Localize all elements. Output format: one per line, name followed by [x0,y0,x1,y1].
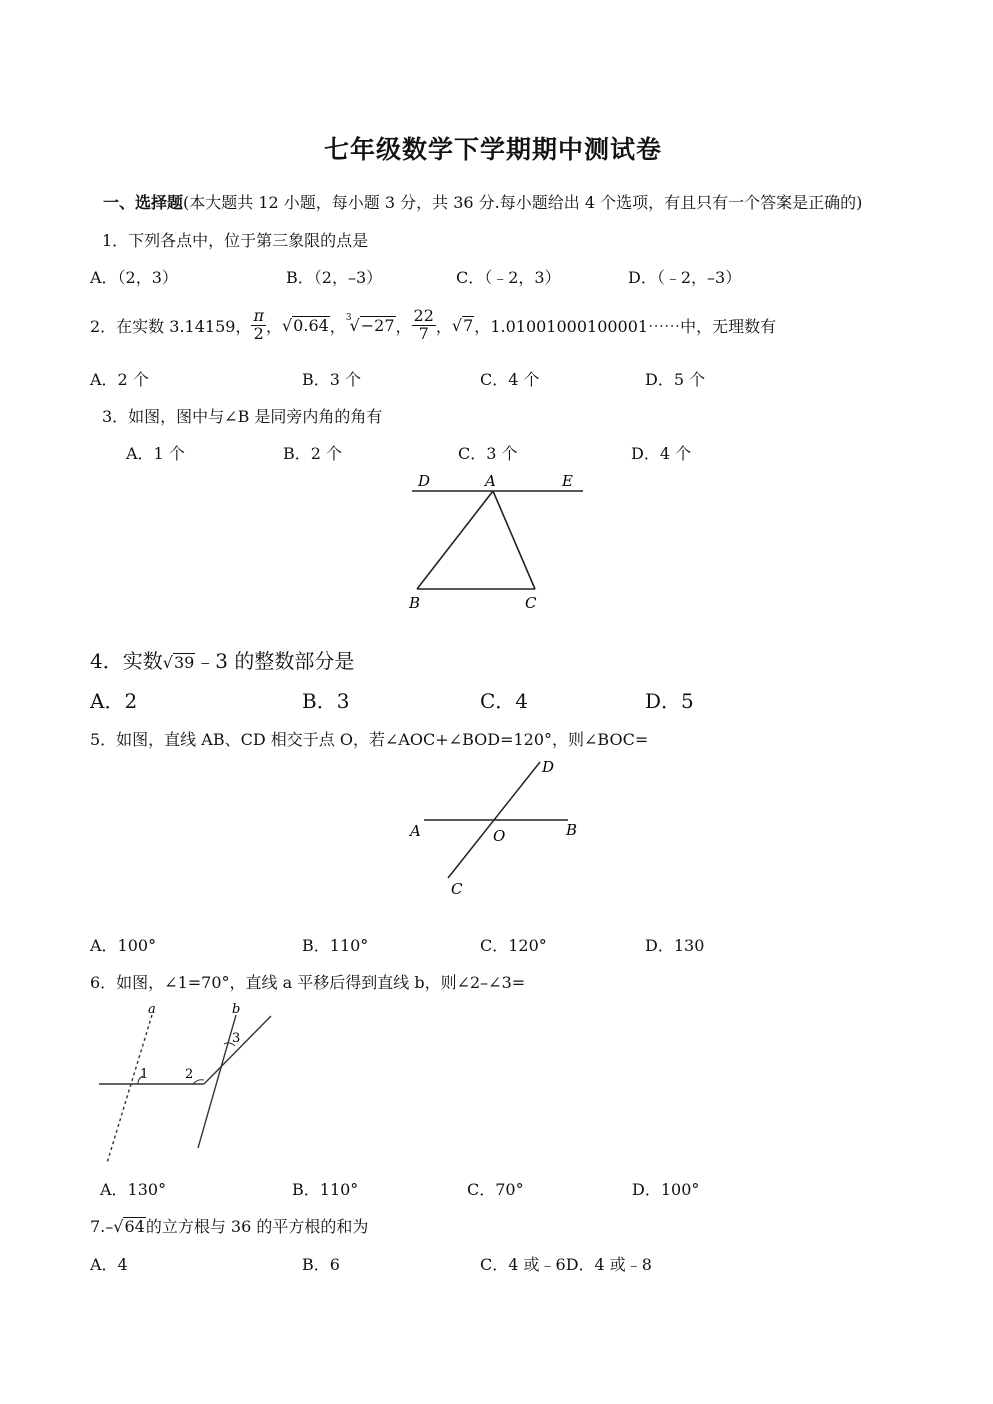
q3-label-b: B [409,594,421,612]
q3-option-c: C．3 个 [458,444,518,463]
q5-label-c: C [451,880,463,898]
q4-option-a: A．2 [90,689,138,713]
q2-option-d: D．5 个 [645,370,706,389]
q2-option-a: A．2 个 [90,370,149,389]
q1-stem: 1．下列各点中，位于第三象限的点是 [102,231,369,250]
page-title: 七年级数学下学期期中测试卷 [324,135,663,164]
q3-segment-ab [417,491,493,589]
q6-line-b [198,1015,236,1148]
q1-option-a: A．（2，3） [90,268,178,287]
q5-option-c: C．120° [480,936,547,955]
q2-fraction-22-7: $\frac{22}{7}$ [413,305,434,343]
q4-stem: 4．实数√39﹣3 的整数部分是 [90,649,355,673]
q7-option-b: B．6 [302,1255,340,1274]
q6-option-b: B．110° [292,1180,359,1199]
q7-stem: 7.–√64的立方根与 36 的平方根的和为 [90,1217,369,1236]
q5-label-d: D [542,758,555,776]
q5-label-o: O [493,827,506,845]
q6-oblique-line [204,1016,271,1084]
q3-option-a: A．1 个 [126,444,185,463]
q6-label-b: b [232,1002,241,1017]
q4-option-b: B．3 [302,689,350,713]
q6-translation-figure [90,998,290,1168]
q6-option-a: A．130° [100,1180,167,1199]
q2-root-064: √0.64 [281,315,329,335]
q6-stem: 6．如图，∠1=70°，直线 a 平移后得到直线 b，则∠2–∠3= [90,973,526,992]
q2-prefix: 2．在实数 3.14159， [90,316,252,336]
q5-label-a: A [410,822,421,840]
q4-option-d: D．5 [645,689,694,713]
q2-pi: π [253,305,264,325]
q5-option-b: B．110° [302,936,369,955]
q2-root-7: √7 [451,315,474,335]
q1-option-b: B．（2，–3） [286,268,383,287]
q4-option-c: C．4 [480,689,529,713]
q6-label-1: 1 [140,1067,149,1082]
q7-root-64: √64 [113,1217,145,1236]
q6-label-2: 2 [185,1067,194,1082]
q7-option-cd: C．4 或﹣6D．4 或﹣8 [480,1255,652,1274]
q3-option-d: D．4 个 [631,444,692,463]
q5-option-d: D．130 [645,936,705,955]
q6-line-a-dashed [107,1015,152,1163]
q3-label-e: E [562,472,573,490]
q2-option-c: C．4 个 [480,370,540,389]
q4-root-39: √39 [162,653,195,672]
q2-cuberoot-neg27: $^3$√−27 [345,312,395,335]
q1-option-c: C．（﹣2，3） [456,268,561,287]
section-desc: (本大题共 12 小题，每小题 3 分，共 36 分.每小题给出 4 个选项，有且只有一个答案是正确的) [183,193,863,212]
q5-stem: 5．如图，直线 AB、CD 相交于点 O，若∠AOC+∠BOD=120°，则∠BOC= [90,730,649,749]
q2-pi-den: 2 [253,323,264,343]
q5-option-a: A．100° [90,936,157,955]
section-heading [103,190,862,213]
q2-stem: 2．在实数 3.14159， $\frac{\pi}{2}$ ， √0.64 ， $^3$√−27 ， $\frac{22}{7}$ ， √7 ， 1.01001000100001⋯⋯中，无理数有 [90,305,777,343]
q5-label-b: B [566,821,578,839]
q6-label-3: 3 [232,1031,241,1046]
q2-option-b: B．3 个 [302,370,362,389]
q3-option-b: B．2 个 [283,444,343,463]
q6-option-c: C．70° [467,1180,524,1199]
q3-label-c: C [525,594,537,612]
section-head-label: 一、选择题 [103,193,184,212]
q6-option-d: D．100° [632,1180,700,1199]
q3-triangle-figure [400,468,600,618]
q6-label-a: a [148,1002,156,1017]
q3-label-a: A [485,472,496,490]
q3-label-d: D [418,472,431,490]
q2-fraction-pi [251,305,266,343]
q2-tail: 1.01001000100001⋯⋯中，无理数有 [490,316,777,336]
q3-stem: 3．如图，图中与∠B 是同旁内角的角有 [102,407,383,426]
q5-intersecting-lines-figure [400,755,600,905]
q1-option-d: D．（﹣2，–3） [628,268,742,287]
q7-option-a: A．4 [90,1255,128,1274]
q3-segment-ac [493,491,535,589]
